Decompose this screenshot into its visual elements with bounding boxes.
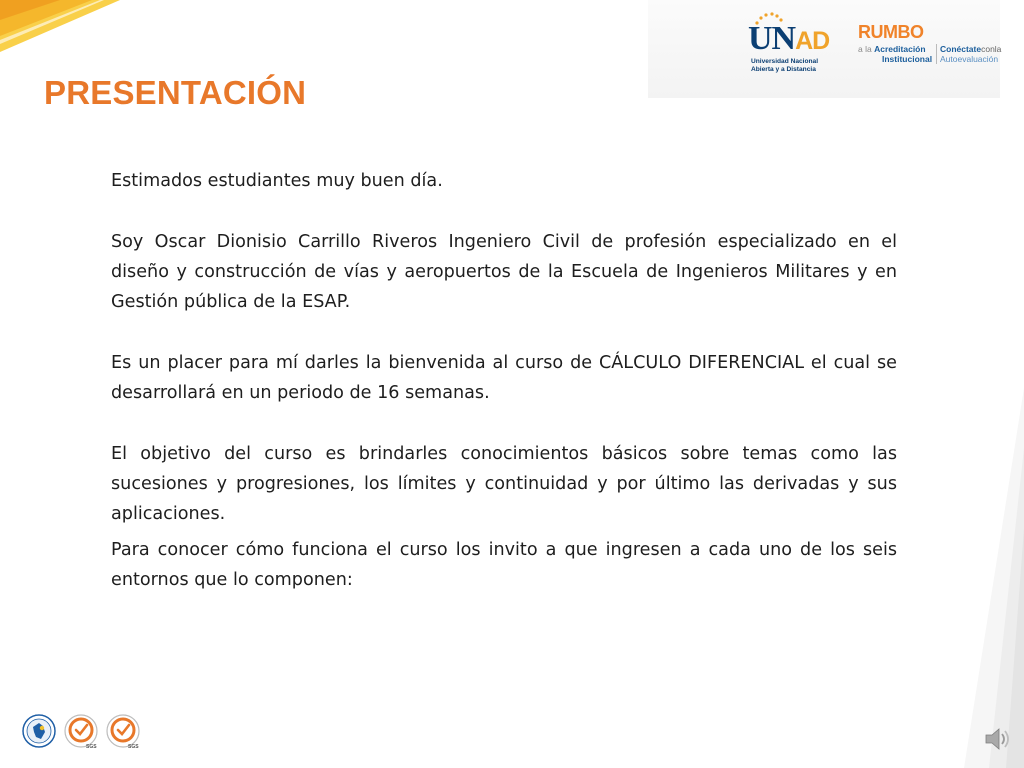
unad-logo — [748, 12, 830, 74]
certification-seal-icon — [106, 714, 140, 748]
corner-decoration-bottom — [934, 388, 1024, 768]
corner-decoration — [0, 0, 130, 70]
unad-wordmark: UNAD — [748, 20, 830, 57]
slide-body — [111, 166, 897, 626]
certification-seal-icon — [64, 714, 98, 748]
seal-label-2: SGS — [128, 744, 139, 750]
rumbo-right-line-2: Autoevaluación — [940, 54, 999, 64]
paragraph-greeting: Estimados estudiantes muy buen día. — [111, 171, 443, 191]
seal-label-1: SGS — [86, 744, 97, 750]
paragraph-invitation: Para conocer cómo funciona el curso los invito a que ingresen a cada uno de los seis entornos que lo componen: — [111, 540, 897, 590]
paragraph-introduction: Soy Oscar Dionisio Carrillo Riveros Ingeniero Civil de profesión especializado en el diseño y construcción de vías y aeropuertos de la Escuela de Ingenieros Militares y en Gestión pública de la ESAP. — [111, 232, 897, 312]
rumbo-line-1: a la Acreditación — [858, 44, 926, 54]
rumbo-wordmark: RUMBO — [858, 22, 924, 42]
unad-subtitle-1: Universidad Nacional — [751, 58, 819, 65]
unad-subtitle-2: Abierta y a Distancia — [751, 66, 816, 73]
rumbo-acreditacion-logo — [854, 22, 1014, 70]
speaker-icon[interactable] — [982, 724, 1012, 754]
paragraph-objective: El objetivo del curso es brindarles conocimientos básicos sobre temas como las sucesiones y progresiones, los límites y continuidad y por último las derivadas y sus aplicaciones. — [111, 444, 897, 524]
footer-seals — [22, 714, 142, 754]
rumbo-right-line-1: Conéctateconla — [940, 44, 1002, 54]
rumbo-line-2: Institucional — [882, 54, 933, 64]
rumbo-divider — [936, 44, 937, 64]
slide-title: PRESENTACIÓN — [44, 74, 307, 111]
colombia-seal-icon — [22, 714, 56, 748]
paragraph-welcome: Es un placer para mí darles la bienvenida al curso de CÁLCULO DIFERENCIAL el cual se desarrollará en un periodo de 16 semanas. — [111, 353, 897, 403]
